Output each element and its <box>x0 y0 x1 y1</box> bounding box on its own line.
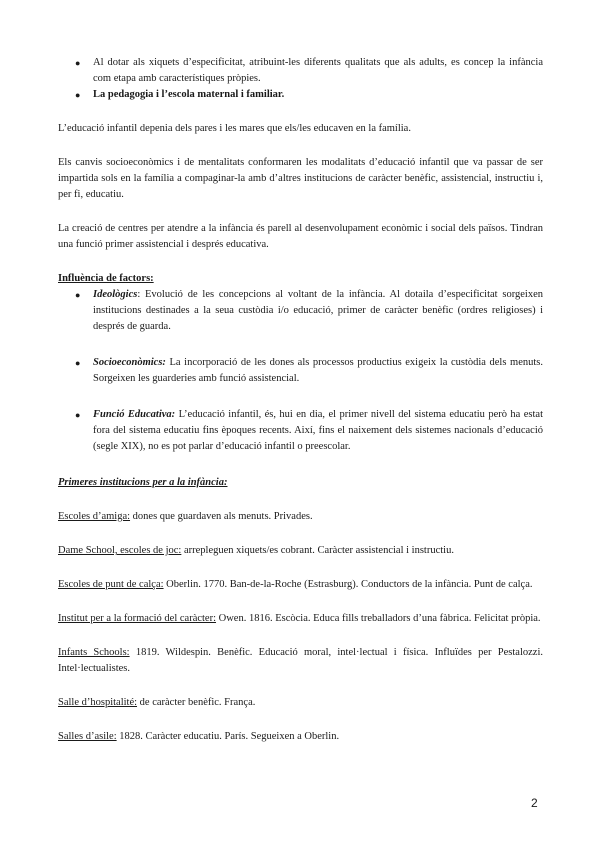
institution-label: Dame School, escoles de joc: <box>58 545 182 556</box>
paragraph-socioeconomic-changes: Els canvis socioeconòmics i de mentalitats conformaren les modalitats d’educació infantil que va passar de ser impartida sols en la família a compaginar-la amb d’altres institucions de caràcter benèfic, assistencial, instructiu i, per fi, educatiu. <box>58 157 543 200</box>
institution-label: Institut per a la formació del caràcter: <box>58 613 217 624</box>
institution-entry <box>58 611 543 627</box>
list-item <box>58 55 543 87</box>
list-item <box>58 87 543 103</box>
factor-text: L’educació infantil, és, hui en dia, el primer nivell del sistema educatiu però ha estat fora del sistema educatiu fins èpoques recents. Així, fins el naixement dels sistemes nacionals d’educació (segle XIX), no es pot parlar d’educació infantil o preescolar. <box>93 409 543 452</box>
institution-entry <box>58 645 543 677</box>
institution-label: Salles d’asile: <box>58 731 117 742</box>
bullet-icon: ● <box>75 58 81 68</box>
institution-label: Infants Schools: <box>58 647 130 658</box>
institution-text: dones que guardaven als menuts. Privades. <box>130 511 313 522</box>
factor-item <box>58 287 543 335</box>
bullet-icon: ● <box>75 90 81 100</box>
paragraph-centres-creation: La creació de centres per atendre a la infància és parell al desenvolupament econòmic i social dels països. Tindran una funció primer assistencial i després educativa. <box>58 223 543 250</box>
factor-item <box>58 355 543 387</box>
factor-label: Socioeconòmics: <box>93 357 166 368</box>
bullet-list-top <box>58 55 543 103</box>
institution-text: Owen. 1816. Escòcia. Educa fills treballadors d’una fàbrica. Felicitat pròpia. <box>216 613 541 624</box>
list-item-text: Al dotar als xiquets d’especificitat, atribuint-les diferents qualitats que als adults, es concep la infància com etapa amb característiques pròpies. <box>93 57 543 84</box>
paragraph-family-education: L’educació infantil depenia dels pares i les mares que els/les educaven en la família. <box>58 123 411 134</box>
factor-text: La incorporació de les dones als processos productius exigeix la custòdia dels menuts. Sorgeixen les guarderies amb funció assistencial. <box>93 357 543 384</box>
factor-label: Ideològics <box>93 289 138 300</box>
institution-entry <box>58 729 543 745</box>
institution-text: 1828. Caràcter educatiu. París. Segueixen a Oberlin. <box>116 731 340 742</box>
institution-text: arrepleguen xiquets/es cobrant. Caràcter assistencial i instructiu. <box>181 545 454 556</box>
institution-entry <box>58 695 543 711</box>
heading-institutions: Primeres institucions per a la infància: <box>58 477 228 488</box>
institution-text: Oberlin. 1770. Ban-de-la-Roche (Estrasburg). Conductors de la infància. Punt de calça. <box>163 579 533 590</box>
institution-entry <box>58 543 543 559</box>
page-content <box>58 55 543 745</box>
factor-label: Funció Educativa: <box>93 409 176 420</box>
institution-text: de caràcter benèfic. França. <box>137 697 256 708</box>
institution-label: Escoles de punt de calça: <box>58 579 164 590</box>
institution-text: 1819. Wildespin. Benèfic. Educació moral, intel·lectual i física. Influïdes per Pestalozzi. Intel·lectualistes. <box>58 647 543 674</box>
page-number: 2 <box>531 796 538 810</box>
bullet-icon: ● <box>75 358 81 368</box>
institution-entry <box>58 577 543 593</box>
bullet-icon: ● <box>75 290 81 300</box>
bullet-icon: ● <box>75 410 81 420</box>
institution-entry <box>58 509 543 525</box>
institution-label: Escoles d’amiga: <box>58 511 131 522</box>
factor-text: : Evolució de les concepcions al voltant de la infància. Al dotaila d’especificitat sorgeixen institucions destinades a la seua custòdia i/o educació, primer de caràcter benèfic (ordres religioses) i després de guarda. <box>93 289 543 332</box>
list-item-bold-text: La pedagogia i l’escola maternal i familiar. <box>93 89 285 100</box>
factors-list <box>58 287 543 455</box>
factor-item <box>58 407 543 455</box>
heading-factors: Influència de factors: <box>58 273 154 284</box>
institution-label: Salle d’hospitalité: <box>58 697 138 708</box>
